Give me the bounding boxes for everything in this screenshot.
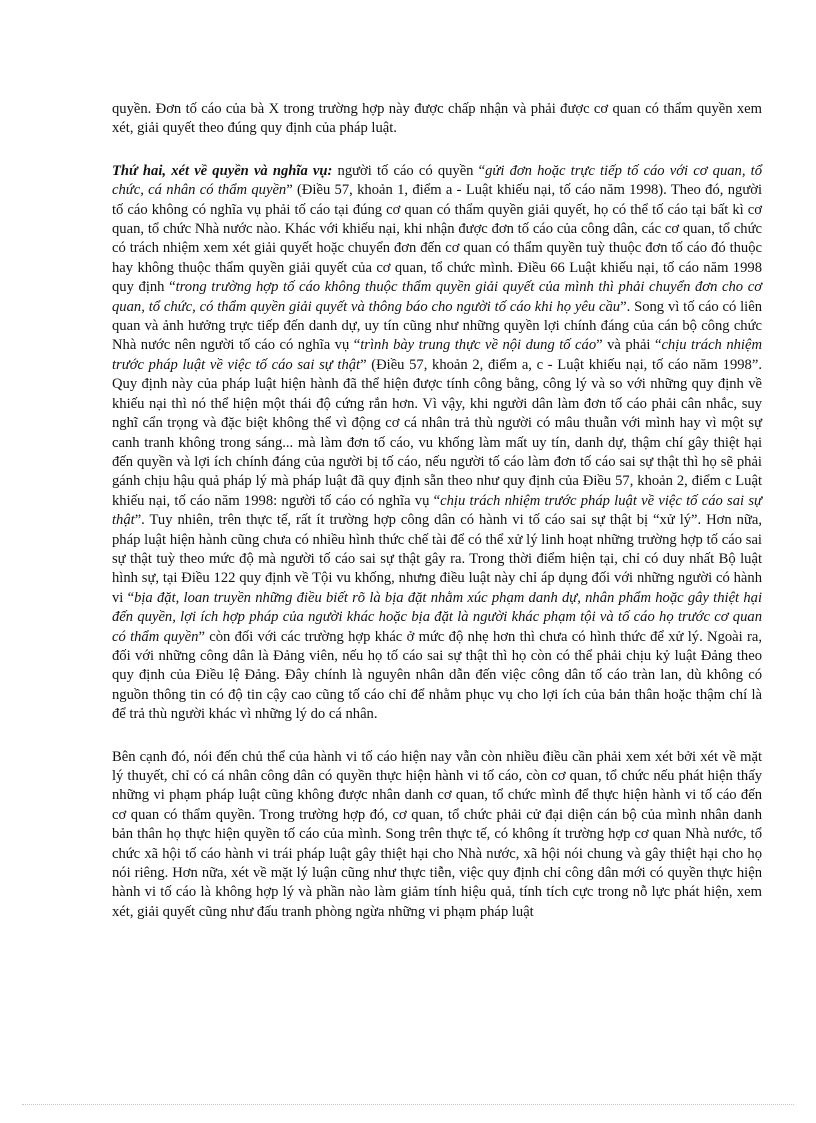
paragraph-2-text-6: ”. Tuy nhiên, trên thực tế, rất ít trường hợp công dân có hành vi tố cáo sai sự thật bị “xử lý”. Hơn nữa, pháp luật hiện hành cũng chưa có nhiều hình thức chế tài để có thể xử lý linh hoạt những trường hợp tố cáo sai sự thật tuỳ theo mức độ mà người tố cáo sai sự thật gây ra. Trong thời điểm hiện tại, chỉ có duy nhất Bộ luật hình sự, tại Điều 122 quy định về Tội vu khống, nhưng điều luật này chỉ áp dụng đối với những người có hành vi “ (112, 512, 762, 606)
paragraph-1: quyền. Đơn tố cáo của bà X trong trường hợp này được chấp nhận và phải được cơ quan có thẩm quyền xem xét, giải quyết theo đúng quy định của pháp luật. (112, 101, 762, 137)
paragraph-3: Bên cạnh đó, nói đến chủ thể của hành vi tố cáo hiện nay vẫn còn nhiều điều cần phải xem xét bởi xét về mặt lý thuyết, chỉ có cá nhân công dân có quyền thực hiện hành vi tố cáo, còn cơ quan, tổ chức nếu phát hiện thấy những vi phạm pháp luật cũng không được nhân danh cơ quan, tổ chức mình để thực hiện hành vi tố cáo đến cơ quan có thẩm quyền. Trong trường hợp đó, cơ quan, tổ chức phải cử đại diện cán bộ của mình nhân danh bản thân họ thực hiện quyền tố cáo của mình. Song trên thực tế, có không ít trường hợp cơ quan Nhà nước, tổ chức xã hội tố cáo hành vi trái pháp luật gây thiệt hại cho Nhà nước, xã hội nói chung và gây thiệt hại cho họ nói riêng. Hơn nữa, xét về mặt lý luận cũng như thực tiễn, việc quy định chỉ công dân mới có quyền thực hiện hành vi tố cáo là không hợp lý và phần nào làm giảm tính hiệu quả, tính tích cực trong nỗ lực phát hiện, xem xét, giải quyết cũng như đấu tranh phòng ngừa những vi phạm pháp luật (112, 748, 762, 920)
quote-2: trong trường hợp tố cáo không thuộc thẩm quyền giải quyết của mình thì phải chuyển đơn cho cơ quan, tổ chức, có thẩm quyền giải quyết và thông báo cho người tố cáo khi họ yêu cầu (112, 279, 762, 315)
quote-1: gửi đơn hoặc trực tiếp tố cáo với cơ quan, tổ chức, cá nhân có thẩm quyền (112, 162, 763, 199)
paragraph-2-text-2: ” (Điều 57, khoản 1, điểm a - Luật khiếu nại, tố cáo năm 1998). Theo đó, người tố cáo không có nghĩa vụ phải tố cáo tại đúng cơ quan có thẩm quyền giải quyết, họ có thể tố cáo tại bất kì cơ quan, tổ chức Nhà nước nào. Khác với khiếu nại, khi nhận được đơn tố cáo của công dân, các cơ quan, tổ chức có trách nhiệm xem xét giải quyết hoặc chuyển đơn đến cơ quan có thẩm quyền tuỳ thuộc đơn tố cáo đó thuộc hay không thuộc thẩm quyền giải quyết của cơ quan, tổ chức mình. Điều 66 Luật khiếu nại, tố cáo năm 1998 quy định “ (112, 182, 762, 296)
paragraph-2 (112, 162, 762, 725)
paragraph-2-text-3: ”. Song vì tố cáo có liên quan và ảnh hưởng trực tiếp đến danh dự, uy tín cũng như những quyền lợi chính đáng của cán bộ công chức Nhà nước nên người tố cáo có nghĩa vụ “ (112, 298, 762, 354)
quote-5: chịu trách nhiệm trước pháp luật về việc tố cáo sai sự thật (112, 492, 762, 529)
paragraph-2-text-1: người tố cáo có quyền “ (332, 162, 486, 179)
paragraph-2-text-4: ” và phải “ (596, 337, 662, 354)
paragraph-2-text-5: ” (Điều 57, khoản 2, điểm a, c - Luật khiếu nại, tố cáo năm 1998”. Quy định này của pháp luật hiện hành đã thể hiện được tính công bằng, công lý và so với những quy định về khiếu nại thì nó thể hiện một thái độ cứng rắn hơn. Vì vậy, khi người dân làm đơn tố cáo phải cân nhắc, suy nghĩ cẩn trọng và đặc biệt không thể vì động cơ cá nhân trả thù người có mâu thuẫn với mình hay vì một sự canh tranh không trong sáng... mà làm đơn tố cáo, vu khống làm mất uy tín, danh dự, thậm chí gây thiệt hại đến quyền và lợi ích chính đáng của người bị tố cáo, nếu người tố cáo làm đơn tố cáo sai sự thật thì họ sẽ phải gánh chịu hậu quả pháp lý mà pháp luật đã quy định sẵn theo như quy định của Điều 57, khoản 2, điểm c Luật khiếu nại, tố cáo năm 1998: người tố cáo có nghĩa vụ “ (112, 356, 762, 509)
quote-4: chịu trách nhiệm trước pháp luật về việc tố cáo sai sự thật (112, 337, 762, 373)
page-bottom-divider (22, 1104, 794, 1105)
quote-3: trình bày trung thực về nội dung tố cáo (360, 337, 597, 354)
paragraph-2-text-7: ” còn đối với các trường hợp khác ở mức độ nhẹ hơn thì chưa có hình thức để xử lý. Ngoài ra, đối với những công dân là Đảng viên, nếu họ tố cáo sai sự thật thì họ còn có thể phải chịu kỷ luật Đảng theo quy định của Điều lệ Đảng. Đây chính là nguyên nhân dẫn đến việc công dân tố cáo tràn lan, dù không có nguồn thông tin có độ tin cậy cao cũng tố cáo chỉ để nhằm phục vụ cho lợi ích của bản thân hoặc thậm chí là để trả thù người khác vì những lý do cá nhân. (112, 628, 762, 723)
paragraph-2-lead: Thứ hai, xét về quyền và nghĩa vụ: (112, 162, 333, 179)
document-body (112, 100, 762, 945)
quote-6: bịa đặt, loan truyền những điều biết rõ là bịa đặt nhằm xúc phạm danh dự, nhân phẩm hoặc gây thiệt hại đến quyền, lợi ích hợp pháp của người khác hoặc bịa đặt là người khác phạm tội và tố cáo họ trước cơ quan có thẩm quyền (112, 589, 762, 645)
